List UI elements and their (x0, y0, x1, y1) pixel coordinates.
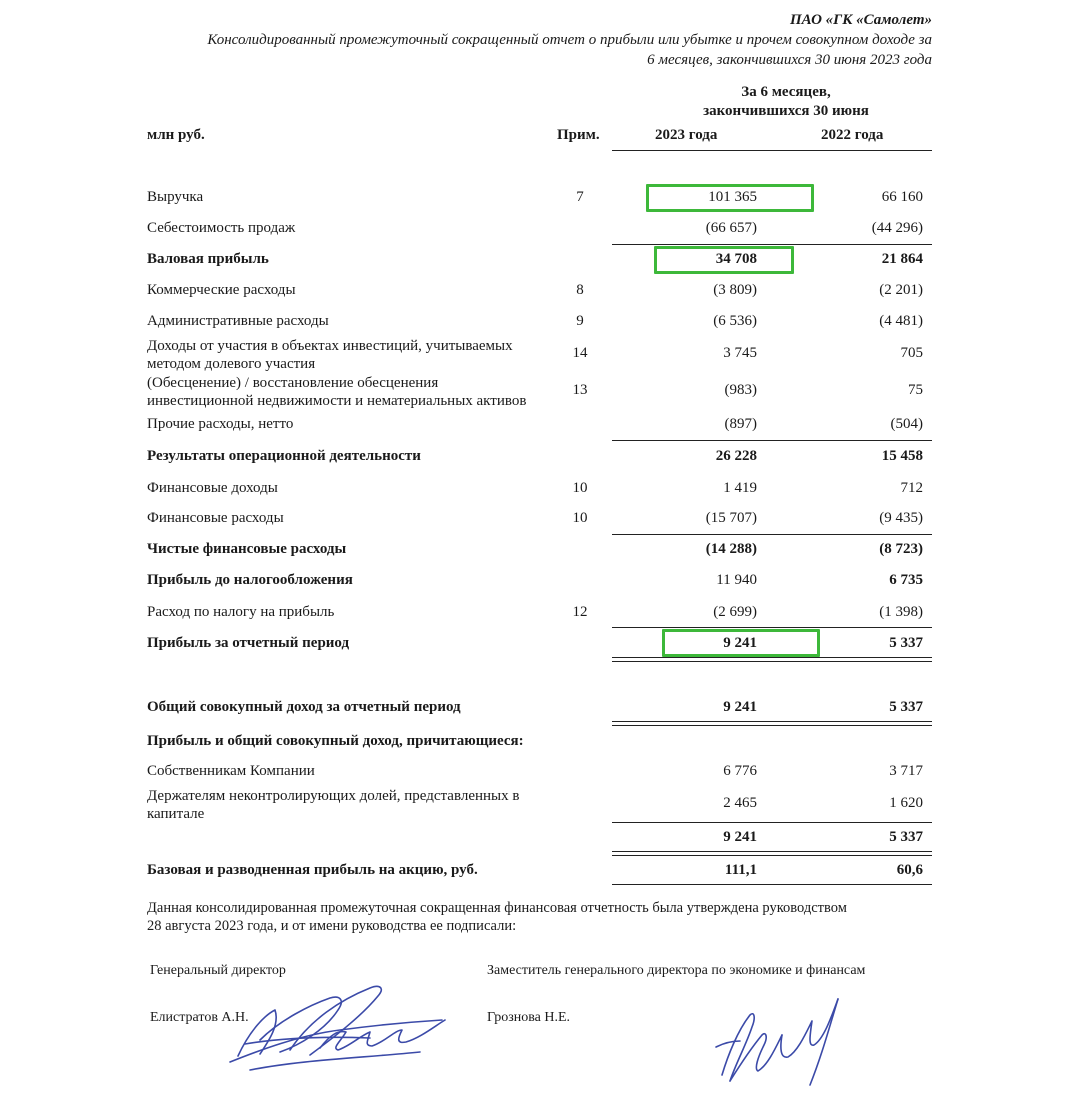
row-total-ci-2022: 5 337 (889, 699, 923, 715)
row-attributable-header: Прибыль и общий совокупный доход, причитающиеся: (147, 733, 524, 749)
row-profit-label: Прибыль за отчетный период (147, 635, 350, 651)
row-profit-2023: 9 241 (723, 635, 757, 651)
row-nci-2022: 1 620 (889, 795, 923, 811)
double-rule-profit (612, 657, 932, 662)
row-finance-income-label: Финансовые доходы (147, 480, 278, 496)
double-rule-total-ci (612, 721, 932, 726)
rule-profit (612, 627, 932, 628)
row-other-expenses-2022: (504) (890, 416, 923, 432)
note-header: Прим. (557, 127, 600, 143)
row-revenue-label: Выручка (147, 189, 204, 205)
row-finance-costs-2023: (15 707) (705, 510, 757, 526)
row-operating-result-2023: 26 228 (715, 448, 757, 464)
row-admin-2022: (4 481) (879, 313, 923, 329)
row-equity-income-note: 14 (572, 345, 588, 361)
row-gross-profit-label: Валовая прибыль (147, 251, 269, 267)
row-net-finance-2022: (8 723) (879, 541, 923, 557)
row-total-ci-label: Общий совокупный доход за отчетный период (147, 699, 461, 715)
row-revenue-2023: 101 365 (708, 189, 757, 205)
rule-operating (612, 440, 932, 441)
row-operating-result-label: Результаты операционной деятельности (147, 448, 421, 464)
period-header-line1: За 6 месяцев, (741, 84, 831, 100)
row-equity-income-2023: 3 745 (723, 345, 757, 361)
row-pretax-2022: 6 735 (889, 572, 923, 588)
double-rule-attributable (612, 851, 932, 856)
ceo-name: Елистратов А.Н. (150, 1010, 249, 1025)
row-revenue-2022: 66 160 (881, 189, 923, 205)
row-finance-income-note: 10 (572, 480, 588, 496)
row-profit-2022: 5 337 (889, 635, 923, 651)
row-selling-note: 8 (576, 282, 584, 298)
company-name: ПАО «ГК «Самолет» (789, 12, 932, 28)
row-revenue-note: 7 (576, 189, 584, 205)
row-income-tax-label: Расход по налогу на прибыль (147, 604, 335, 620)
units-header: млн руб. (147, 127, 205, 143)
row-cogs-label: Себестоимость продаж (147, 220, 296, 236)
row-operating-result-2022: 15 458 (881, 448, 923, 464)
row-cogs-2022: (44 296) (871, 220, 923, 236)
row-selling-2022: (2 201) (879, 282, 923, 298)
row-gross-profit-2022: 21 864 (881, 251, 923, 267)
row-impairment-label-2: инвестиционной недвижимости и нематериальных активов (147, 393, 527, 409)
row-net-finance-2023: (14 288) (705, 541, 757, 557)
row-equity-income-label: Доходы от участия в объектах инвестиций, учитываемых (147, 338, 513, 354)
rule-net-finance (612, 534, 932, 535)
highlight-revenue (646, 184, 814, 212)
rule-eps (612, 884, 932, 885)
row-selling-label: Коммерческие расходы (147, 282, 296, 298)
row-finance-income-2022: 712 (900, 480, 923, 496)
row-income-tax-2022: (1 398) (879, 604, 923, 620)
row-eps-2023: 111,1 (724, 862, 757, 878)
row-income-tax-note: 12 (572, 604, 588, 620)
row-owners-2022: 3 717 (889, 763, 923, 779)
row-admin-note: 9 (576, 313, 584, 329)
row-impairment-note: 13 (572, 382, 588, 398)
row-attributable-total-2023: 9 241 (723, 829, 757, 845)
row-eps-label: Базовая и разводненная прибыль на акцию, руб. (147, 862, 478, 878)
approval-line2: 28 августа 2023 года, и от имени руководства ее подписали: (147, 918, 517, 934)
deputy-name: Грознова Н.Е. (487, 1010, 571, 1025)
row-net-finance-label: Чистые финансовые расходы (147, 541, 347, 557)
row-impairment-2023: (983) (724, 382, 757, 398)
ceo-signature (220, 980, 460, 1080)
row-pretax-label: Прибыль до налогообложения (147, 572, 353, 588)
row-equity-income-label-2: методом долевого участия (147, 356, 316, 372)
period-header-line2: закончившихся 30 июня (703, 103, 869, 119)
row-income-tax-2023: (2 699) (713, 604, 757, 620)
ceo-title: Генеральный директор (150, 963, 286, 978)
year-2023-header: 2023 года (655, 127, 718, 143)
deputy-title: Заместитель генерального директора по экономике и финансам (487, 963, 866, 978)
row-owners-2023: 6 776 (723, 763, 757, 779)
row-selling-2023: (3 809) (713, 282, 757, 298)
row-owners-label: Собственникам Компании (147, 763, 315, 779)
row-admin-2023: (6 536) (713, 313, 757, 329)
row-attributable-total-2022: 5 337 (889, 829, 923, 845)
row-equity-income-2022: 705 (900, 345, 923, 361)
row-gross-profit-2023: 34 708 (715, 251, 757, 267)
header-rule (612, 150, 932, 151)
row-other-expenses-label: Прочие расходы, нетто (147, 416, 294, 432)
deputy-signature (710, 985, 850, 1095)
row-impairment-label: (Обесценение) / восстановление обесценения (147, 375, 439, 391)
row-admin-label: Административные расходы (147, 313, 329, 329)
highlight-profit (662, 629, 820, 657)
row-other-expenses-2023: (897) (724, 416, 757, 432)
row-cogs-2023: (66 657) (705, 220, 757, 236)
approval-line1: Данная консолидированная промежуточная сокращенная финансовая отчетность была утверждена руководством (147, 900, 847, 916)
row-finance-costs-2022: (9 435) (879, 510, 923, 526)
report-title-line2: 6 месяцев, закончившихся 30 июня 2023 года (647, 52, 932, 68)
row-nci-label-2: капитале (147, 806, 205, 822)
row-total-ci-2023: 9 241 (723, 699, 757, 715)
report-title-line1: Консолидированный промежуточный сокращенный отчет о прибыли или убытке и прочем совокупном доходе за (207, 32, 932, 48)
row-finance-costs-note: 10 (572, 510, 588, 526)
highlight-gross-profit (654, 246, 794, 274)
row-nci-label: Держателям неконтролирующих долей, представленных в (147, 788, 520, 804)
row-nci-2023: 2 465 (723, 795, 757, 811)
year-2022-header: 2022 года (821, 127, 884, 143)
row-pretax-2023: 11 940 (716, 572, 757, 588)
row-finance-income-2023: 1 419 (723, 480, 757, 496)
rule-attributable-total (612, 822, 932, 823)
row-eps-2022: 60,6 (896, 862, 923, 878)
row-finance-costs-label: Финансовые расходы (147, 510, 284, 526)
row-impairment-2022: 75 (908, 382, 923, 398)
rule-gross (612, 244, 932, 245)
